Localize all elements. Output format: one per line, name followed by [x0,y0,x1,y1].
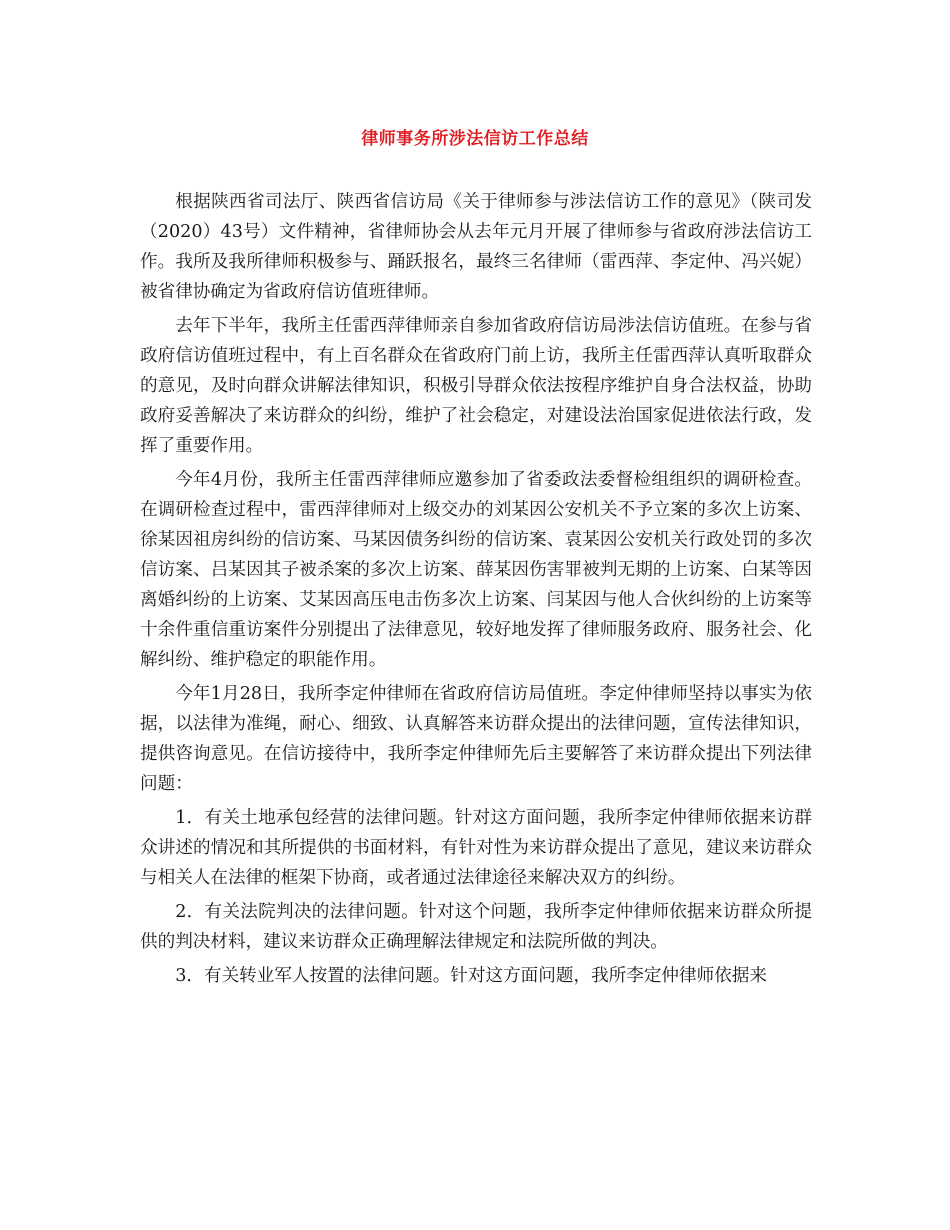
paragraph-5: 1．有关土地承包经营的法律问题。针对这方面问题，我所李定仲律师依据来访群众讲述的情况和其所提供的书面材料，有针对性为来访群众提出了意见，建议来访群众与相关人在法律的框架下协商，或者通过法律途径来解决双方的纠纷。 [140,808,812,888]
paragraph-2: 去年下半年，我所主任雷西萍律师亲自参加省政府信访局涉法信访值班。在参与省政府信访值班过程中，有上百名群众在省政府门前上访，我所主任雷西萍认真听取群众的意见，及时向群众讲解法律知识，积极引导群众依法按程序维护自身合法权益，协助政府妥善解决了来访群众的纠纷，维护了社会稳定，对建设法治国家促进依法行政，发挥了重要作用。 [140,316,812,456]
document-title: 律师事务所涉法信访工作总结 [361,129,589,149]
paragraph-4: 今年1月28日，我所李定仲律师在省政府信访局值班。李定仲律师坚持以事实为依据，以法律为准绳，耐心、细致、认真解答来访群众提出的法律问题，宣传法律知识，提供咨询意见。在信访接待中，我所李定仲律师先后主要解答了来访群众提出下列法律问题： [140,684,812,794]
paragraph-7: 3．有关转业军人按置的法律问题。针对这方面问题，我所李定仲律师依据来 [175,966,767,986]
paragraph-1: 根据陕西省司法厅、陕西省信访局《关于律师参与涉法信访工作的意见》（陕司发（2020）43号）文件精神，省律师协会从去年元月开展了律师参与省政府涉法信访工作。我所及我所律师积极参与、踊跃报名，最终三名律师（雷西萍、李定仲、冯兴妮）被省律协确定为省政府信访值班律师。 [140,192,812,302]
document-body [140,187,812,995]
paragraph-6: 2．有关法院判决的法律问题。针对这个问题，我所李定仲律师依据来访群众所提供的判决材料，建议来访群众正确理解法律规定和法院所做的判决。 [140,902,812,952]
paragraph-3: 今年4月份，我所主任雷西萍律师应邀参加了省委政法委督检组组织的调研检查。在调研检查过程中，雷西萍律师对上级交办的刘某因公安机关不予立案的多次上访案、徐某因祖房纠纷的信访案、马某因债务纠纷的信访案、袁某因公安机关行政处罚的多次信访案、吕某因其子被杀案的多次上访案、薛某因伤害罪被判无期的上访案、白某等因离婚纠纷的上访案、艾某因高压电击伤多次上访案、闫某因与他人合伙纠纷的上访案等十余件重信重访案件分别提出了法律意见，较好地发挥了律师服务政府、服务社会、化解纠纷、维护稳定的职能作用。 [140,470,812,670]
